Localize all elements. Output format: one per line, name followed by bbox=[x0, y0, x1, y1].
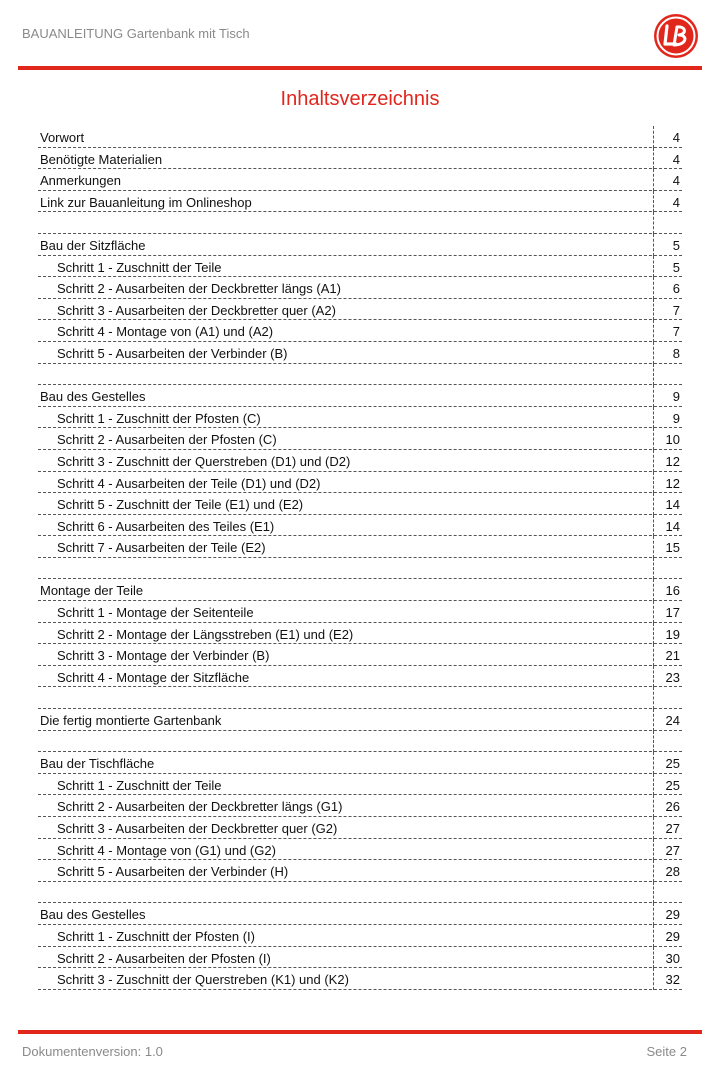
toc-entry[interactable] bbox=[38, 277, 682, 299]
toc-spacer-row bbox=[38, 731, 682, 753]
toc-entry-page: 29 bbox=[665, 928, 680, 944]
toc-entry-label: Schritt 5 - Ausarbeiten der Verbinder (H) bbox=[57, 864, 289, 880]
toc-entry[interactable] bbox=[38, 903, 682, 925]
toc-entry[interactable] bbox=[38, 385, 682, 407]
toc-entry-label: Bau der Sitzfläche bbox=[40, 237, 146, 253]
toc-entry-page: 4 bbox=[672, 173, 680, 189]
toc-entry-page: 17 bbox=[665, 605, 680, 621]
toc-entry[interactable] bbox=[38, 234, 682, 256]
toc-entry-label: Schritt 1 - Zuschnitt der Teile bbox=[57, 259, 222, 275]
toc-entry[interactable] bbox=[38, 536, 682, 558]
toc-entry-label: Schritt 1 - Zuschnitt der Teile bbox=[57, 777, 222, 793]
document-version: Dokumentenversion: 1.0 bbox=[22, 1044, 163, 1059]
toc-entry[interactable] bbox=[38, 925, 682, 947]
toc-entry-label: Schritt 4 - Montage von (G1) und (G2) bbox=[57, 842, 276, 858]
toc-entry-label: Anmerkungen bbox=[40, 173, 121, 189]
footer-divider bbox=[18, 1030, 702, 1034]
toc-entry-label: Schritt 1 - Zuschnitt der Pfosten (I) bbox=[57, 928, 255, 944]
toc-entry[interactable] bbox=[38, 623, 682, 645]
toc-spacer-row bbox=[38, 882, 682, 904]
toc-entry-page: 26 bbox=[665, 799, 680, 815]
toc-entry[interactable] bbox=[38, 860, 682, 882]
toc-entry-page: 10 bbox=[665, 432, 680, 448]
toc-entry-page: 12 bbox=[665, 475, 680, 491]
toc-entry-label: Schritt 6 - Ausarbeiten des Teiles (E1) bbox=[57, 518, 275, 534]
toc-entry-label: Schritt 3 - Ausarbeiten der Deckbretter quer (G2) bbox=[57, 821, 338, 836]
toc-entry-page: 25 bbox=[665, 756, 680, 772]
toc-entry-label: Link zur Bauanleitung im Onlineshop bbox=[40, 194, 252, 210]
toc-entry-label: Schritt 3 - Zuschnitt der Querstreben (D1) und (D2) bbox=[57, 453, 351, 469]
toc-entry[interactable] bbox=[38, 450, 682, 472]
toc-entry[interactable] bbox=[38, 752, 682, 774]
toc-entry-label: Schritt 7 - Ausarbeiten der Teile (E2) bbox=[57, 540, 266, 556]
toc-entry-page: 16 bbox=[665, 583, 680, 599]
table-of-contents bbox=[38, 126, 682, 990]
toc-entry-label: Schritt 1 - Montage der Seitenteile bbox=[57, 605, 254, 621]
toc-entry[interactable] bbox=[38, 148, 682, 170]
toc-entry-label: Schritt 5 - Ausarbeiten der Verbinder (B) bbox=[57, 345, 288, 361]
toc-entry-page: 28 bbox=[665, 864, 680, 880]
page-number: Seite 2 bbox=[646, 1044, 687, 1059]
toc-entry[interactable] bbox=[38, 407, 682, 429]
toc-entry-label: Bau des Gestelles bbox=[40, 389, 146, 405]
header-title: BAUANLEITUNG Gartenbank mit Tisch bbox=[22, 26, 250, 41]
toc-entry-page: 27 bbox=[665, 842, 680, 858]
toc-entry-page: 5 bbox=[672, 259, 680, 275]
toc-entry-page: 4 bbox=[672, 130, 680, 145]
toc-entry-page: 9 bbox=[672, 410, 680, 426]
toc-entry-label: Schritt 3 - Ausarbeiten der Deckbretter quer (A2) bbox=[57, 302, 336, 318]
page-title: Inhaltsverzeichnis bbox=[280, 88, 440, 110]
toc-entry-label: Schritt 2 - Ausarbeiten der Pfosten (I) bbox=[57, 950, 271, 966]
toc-entry-page: 25 bbox=[665, 777, 680, 793]
toc-entry-label: Schritt 2 - Ausarbeiten der Deckbretter längs (G1) bbox=[57, 799, 343, 815]
toc-entry[interactable] bbox=[38, 839, 682, 861]
toc-entry-label: Schritt 3 - Montage der Verbinder (B) bbox=[57, 648, 270, 664]
toc-entry-page: 12 bbox=[665, 453, 680, 469]
toc-entry-label: Schritt 3 - Zuschnitt der Querstreben (K1) und (K2) bbox=[57, 972, 349, 988]
lb-circle-logo-icon bbox=[652, 12, 700, 60]
header-divider bbox=[18, 66, 702, 70]
toc-entry-label: Schritt 2 - Ausarbeiten der Pfosten (C) bbox=[57, 432, 277, 448]
toc-entry-page: 5 bbox=[672, 237, 680, 253]
toc-entry-page: 23 bbox=[665, 669, 680, 685]
toc-entry-page: 14 bbox=[665, 497, 680, 513]
toc-entry-page: 15 bbox=[665, 540, 680, 556]
toc-entry-page: 4 bbox=[672, 194, 680, 210]
toc-entry[interactable] bbox=[38, 644, 682, 666]
toc-entry[interactable] bbox=[38, 169, 682, 191]
toc-entry[interactable] bbox=[38, 515, 682, 537]
toc-entry[interactable] bbox=[38, 320, 682, 342]
toc-entry-page: 24 bbox=[665, 713, 680, 729]
toc-entry[interactable] bbox=[38, 947, 682, 969]
toc-entry[interactable] bbox=[38, 601, 682, 623]
toc-entry[interactable] bbox=[38, 428, 682, 450]
toc-entry[interactable] bbox=[38, 342, 682, 364]
toc-entry-page: 14 bbox=[665, 518, 680, 534]
toc-entry[interactable] bbox=[38, 126, 682, 148]
toc-entry[interactable] bbox=[38, 666, 682, 688]
toc-entry[interactable] bbox=[38, 472, 682, 494]
toc-entry[interactable] bbox=[38, 817, 682, 839]
toc-entry[interactable] bbox=[38, 795, 682, 817]
toc-entry[interactable] bbox=[38, 493, 682, 515]
toc-entry-label: Bau der Tischfläche bbox=[40, 756, 155, 772]
toc-entry-label: Bau des Gestelles bbox=[40, 907, 146, 923]
toc-entry-page: 6 bbox=[672, 281, 680, 297]
toc-entry[interactable] bbox=[38, 299, 682, 321]
toc-entry-label: Schritt 1 - Zuschnitt der Pfosten (C) bbox=[57, 410, 261, 426]
toc-entry-label: Schritt 2 - Ausarbeiten der Deckbretter längs (A1) bbox=[57, 281, 341, 297]
toc-entry-page: 30 bbox=[665, 950, 680, 966]
toc-entry-label: Montage der Teile bbox=[40, 583, 144, 599]
toc-entry-page: 8 bbox=[672, 345, 680, 361]
toc-spacer-row bbox=[38, 212, 682, 234]
toc-entry-page: 19 bbox=[665, 626, 680, 642]
toc-spacer-row bbox=[38, 687, 682, 709]
toc-entry-page: 7 bbox=[672, 324, 680, 340]
toc-entry[interactable] bbox=[38, 579, 682, 601]
toc-entry-page: 27 bbox=[665, 821, 680, 836]
toc-entry-label: Benötigte Materialien bbox=[40, 151, 163, 167]
toc-entry-page: 21 bbox=[665, 648, 680, 664]
toc-entry-page: 7 bbox=[672, 302, 680, 318]
toc-spacer-row bbox=[38, 364, 682, 386]
toc-spacer-row bbox=[38, 558, 682, 580]
toc-entry[interactable] bbox=[38, 968, 682, 990]
toc-entry[interactable] bbox=[38, 774, 682, 796]
toc-entry-label: Schritt 2 - Montage der Längsstreben (E1) und (E2) bbox=[57, 626, 354, 642]
toc-entry-page: 4 bbox=[672, 151, 680, 167]
toc-entry-label: Vorwort bbox=[40, 130, 85, 145]
toc-entry-label: Schritt 4 - Ausarbeiten der Teile (D1) und (D2) bbox=[57, 475, 321, 491]
toc-entry-label: Die fertig montierte Gartenbank bbox=[40, 713, 222, 729]
toc-entry-page: 32 bbox=[665, 972, 680, 988]
toc-entry-label: Schritt 4 - Montage der Sitzfläche bbox=[57, 669, 250, 685]
toc-entry-label: Schritt 4 - Montage von (A1) und (A2) bbox=[57, 324, 274, 340]
toc-entry[interactable] bbox=[38, 191, 682, 213]
toc-entry-page: 9 bbox=[672, 389, 680, 405]
toc-entry[interactable] bbox=[38, 256, 682, 278]
toc-entry-label: Schritt 5 - Zuschnitt der Teile (E1) und (E2) bbox=[57, 497, 304, 513]
toc-entry-page: 29 bbox=[665, 907, 680, 923]
toc-entry[interactable] bbox=[38, 709, 682, 731]
